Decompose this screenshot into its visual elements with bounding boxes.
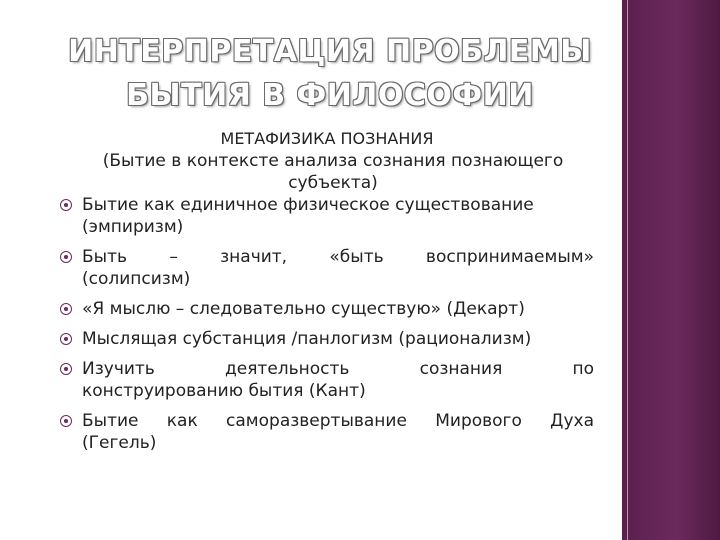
circle-dot-icon	[60, 199, 72, 211]
list-item	[60, 328, 594, 350]
list-item	[60, 194, 594, 238]
list-item-text-cont: (солипсизм)	[82, 269, 191, 289]
circle-dot-icon	[60, 303, 72, 315]
circle-dot-icon	[60, 415, 72, 427]
list-item-text: «Я мыслю – следовательно существую» (Декарт)	[82, 299, 525, 319]
intro-text	[60, 150, 594, 194]
side-bar-divider	[627, 0, 628, 540]
bullet-list	[60, 194, 594, 454]
list-item-text: Мыслящая субстанция /панлогизм (рационализм)	[82, 329, 532, 349]
list-item-text-cont: (эмпиризм)	[82, 217, 184, 237]
slide-content	[60, 128, 594, 462]
list-item-text-cont: (Гегель)	[82, 433, 157, 453]
intro-line-1: (Бытие в контексте анализа сознания познающего	[102, 151, 564, 171]
list-item	[60, 246, 594, 290]
list-item-text: Бытие как единичное физическое существование	[82, 195, 534, 215]
circle-dot-icon	[60, 333, 72, 345]
list-item	[60, 298, 594, 320]
list-item-text-cont: конструированию бытия (Кант)	[82, 381, 366, 401]
slide-title	[60, 30, 600, 118]
list-item-text: Изучить деятельность сознания по	[82, 359, 594, 379]
circle-dot-icon	[60, 363, 72, 375]
list-item	[60, 410, 594, 454]
list-item-text: Бытие как саморазвертывание Мирового Духа	[82, 411, 594, 431]
title-line-1: ИНТЕРПРЕТАЦИЯ ПРОБЛЕМЫ	[68, 34, 592, 69]
list-item-text: Быть – значит, «быть воспринимаемым»	[82, 247, 594, 267]
decorative-side-bar	[622, 0, 720, 540]
circle-dot-icon	[60, 251, 72, 263]
title-line-2: БЫТИЯ В ФИЛОСОФИИ	[126, 78, 534, 113]
intro-line-2: субъекта)	[288, 173, 378, 193]
list-item	[60, 358, 594, 402]
subheading: МЕТАФИЗИКА ПОЗНАНИЯ	[220, 129, 434, 148]
